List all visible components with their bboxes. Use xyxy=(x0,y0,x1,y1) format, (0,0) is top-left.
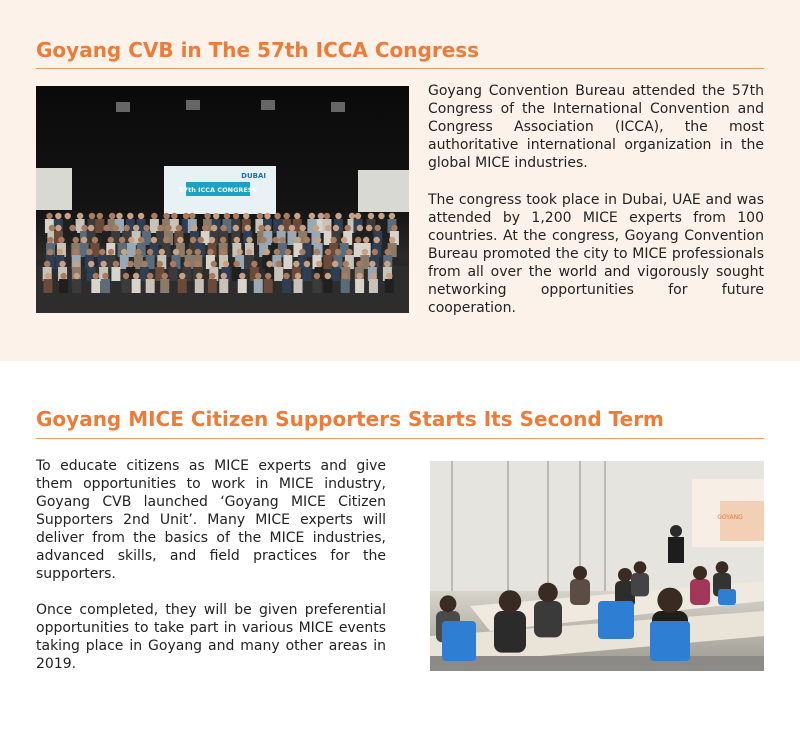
article-paragraph-2: Once completed, they will be given preferential opportunities to take part in various MICE events taking place in Goyang and many other areas in 2019. xyxy=(36,602,386,672)
article-paragraph-2: The congress took place in Dubai, UAE and was attended by 1,200 MICE experts from 100 countries. At the congress, Goyang Convention Bureau promoted the city to MICE professionals from all over the world and vigorously sought networking opportunities for future cooperation. xyxy=(428,192,764,316)
banner-text: 57th ICCA CONGRESS xyxy=(179,186,257,194)
article-paragraph-1: To educate citizens as MICE experts and give them opportunities to work in MICE industry, Goyang CVB launched ‘Goyang MICE Citizen Supporters 2nd Unit’. Many MICE experts will deliver from the basics of the MICE industries, advanced skills, and field practices for the supporters. xyxy=(36,458,386,582)
dubai-logo-text: DUBAI xyxy=(241,172,266,180)
article-paragraph-1: Goyang Convention Bureau attended the 57th Congress of the International Convention and Congress Association (ICCA), the most authoritative international organization in the global MICE industries. xyxy=(428,83,764,171)
article-title: Goyang CVB in The 57th ICCA Congress xyxy=(36,38,480,62)
classroom-photo xyxy=(430,461,764,671)
screen-logo-text: GOYANG xyxy=(717,514,743,521)
title-divider xyxy=(36,438,764,439)
article-mice-supporters xyxy=(0,361,800,739)
icca-group-photo xyxy=(36,86,409,313)
article-title: Goyang MICE Citizen Supporters Starts Its Second Term xyxy=(36,407,664,431)
title-divider xyxy=(36,68,764,69)
classroom-photo-graphic xyxy=(430,461,764,671)
icca-group-photo-graphic xyxy=(36,86,409,313)
article-icca-congress xyxy=(0,0,800,361)
